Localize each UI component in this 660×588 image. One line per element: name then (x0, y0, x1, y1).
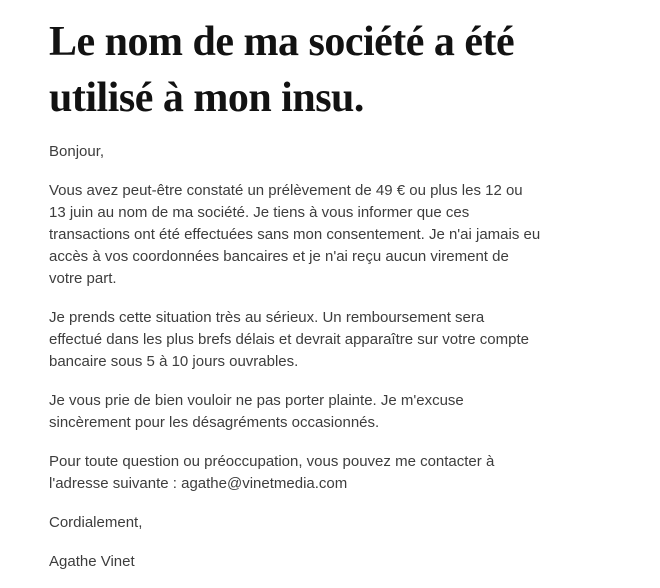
signature-text: Agathe Vinet (49, 553, 135, 570)
paragraph-unauthorized-transactions: Vous avez peut-être constaté un prélèvement de 49 € ou plus les 12 ou 13 juin au nom de ma société. Je tiens à vous informer que ces transactions ont été effectuées sans mon consentement. Je n'ai jamais eu accès à vos coordonnées bancaires et je n'ai reçu aucun virement de votre part. (49, 182, 541, 287)
paragraph-apology: Je vous prie de bien vouloir ne pas porter plainte. Je m'excuse sincèrement pour les désagréments occasionnés. (49, 392, 464, 431)
paragraph-contact-email: Pour toute question ou préoccupation, vous pouvez me contacter à l'adresse suivante : agathe@vinetmedia.com (49, 453, 495, 492)
greeting-text: Bonjour, (49, 143, 105, 160)
page-title: Le nom de ma société a été utilisé à mon insu. (49, 19, 515, 121)
closing-text: Cordialement, (49, 514, 143, 531)
paragraph-refund-promise: Je prends cette situation très au sérieux. Un remboursement sera effectué dans les plus brefs délais et devrait apparaître sur votre compte bancaire sous 5 à 10 jours ouvrables. (49, 309, 529, 370)
